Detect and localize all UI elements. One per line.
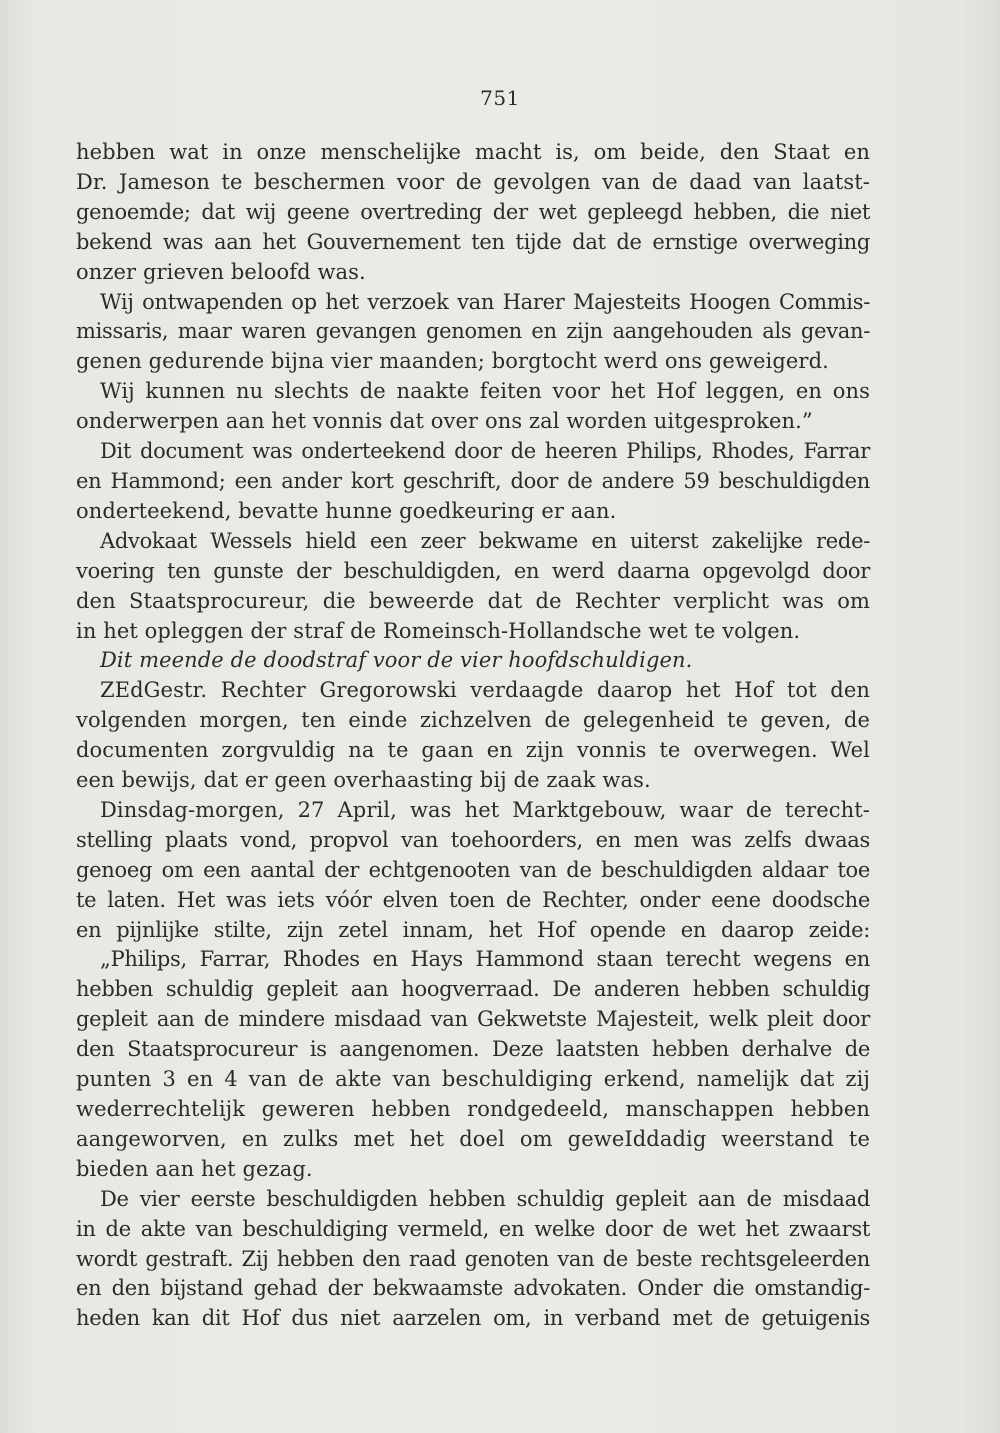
text-line: den Staatsprocureur is aangenomen. Deze laatsten hebben derhalve de	[76, 1037, 870, 1062]
text-line: onderteekend, bevatte hunne goedkeuring er aan.	[76, 498, 617, 523]
text-line: Advokaat Wessels hield een zeer bekwame en uiterst zakelijke rede-	[100, 528, 870, 553]
text-line: voering ten gunste der beschuldigden, en werd daarna opgevolgd door	[76, 558, 870, 583]
text-line: genoemde; dat wij geene overtreding der wet gepleegd hebben, die niet	[76, 199, 870, 224]
text-line: hebben wat in onze menschelijke macht is, om beide, den Staat en	[76, 140, 870, 164]
text-line: Wij kunnen nu slechts de naakte feiten voor het Hof leggen, en ons	[100, 379, 870, 404]
text-line: gepleit aan de mindere misdaad van Gekwetste Majesteit, welk pleit door	[76, 1007, 870, 1032]
text-line: „Philips, Farrar, Rhodes en Hays Hammond staan terecht wegens en	[100, 947, 870, 972]
text-line: Dr. Jameson te beschermen voor de gevolgen van de daad van laatst-	[76, 169, 870, 194]
text-line: stelling plaats vond, propvol van toehoorders, en men was zelfs dwaas	[76, 827, 870, 852]
page-number: 751	[480, 86, 520, 110]
text-line: genoeg om een aantal der echtgenooten van de beschuldigden aldaar toe	[76, 857, 870, 882]
text-line: en Hammond; een ander kort geschrift, door de andere 59 beschuldigden	[76, 468, 870, 493]
text-line: den Staatsprocureur, die beweerde dat de Rechter verplicht was om	[76, 588, 870, 613]
text-line: Wij ontwapenden op het verzoek van Harer Majesteits Hoogen Commis-	[100, 289, 870, 314]
text-line: De vier eerste beschuldigden hebben schuldig gepleit aan de misdaad	[100, 1186, 870, 1211]
text-line: een bewijs, dat er geen overhaasting bij de zaak was.	[76, 768, 651, 793]
text-line: en den bijstand gehad der bekwaamste advokaten. Onder die omstandig-	[76, 1276, 870, 1301]
text-line: missaris, maar waren gevangen genomen en zijn aangehouden als gevan-	[76, 319, 870, 344]
text-line: volgenden morgen, ten einde zichzelven de gelegenheid te geven, de	[76, 708, 870, 733]
text-line: aangeworven, en zulks met het doel om geweIddadig weerstand te	[76, 1126, 870, 1151]
text-line: genen gedurende bijna vier maanden; borgtocht werd ons geweigerd.	[76, 349, 829, 374]
text-line: Dit document was onderteekend door de heeren Philips, Rhodes, Farrar	[100, 439, 870, 464]
text-line: in het opleggen der straf de Romeinsch-Hollandsche wet te volgen.	[76, 618, 801, 643]
body-text	[76, 138, 870, 1334]
text-line: in de akte van beschuldiging vermeld, en welke door de wet het zwaarst	[76, 1216, 870, 1241]
text-line: te laten. Het was iets vóór elven toen de Rechter, onder eene doodsche	[76, 887, 870, 912]
text-line: onderwerpen aan het vonnis dat over ons zal worden uitgesproken.”	[76, 409, 813, 434]
text-line: ZEdGestr. Rechter Gregorowski verdaagde daarop het Hof tot den	[100, 678, 870, 703]
text-line: bieden aan het gezag.	[76, 1156, 313, 1181]
text-line: Dinsdag-morgen, 27 April, was het Marktgebouw, waar de terecht-	[100, 797, 870, 822]
text-line: heden kan dit Hof dus niet aarzelen om, in verband met de getuigenis	[76, 1306, 870, 1331]
text-line: bekend was aan het Gouvernement ten tijde dat de ernstige overweging	[76, 229, 870, 254]
text-line: Dit meende de doodstraf voor de vier hoofdschuldigen.	[100, 648, 693, 673]
text-line: wordt gestraft. Zij hebben den raad genoten van de beste rechtsgeleerden	[76, 1246, 870, 1271]
text-line: documenten zorgvuldig na te gaan en zijn vonnis te overwegen. Wel	[76, 738, 870, 763]
text-line: en pijnlijke stilte, zijn zetel innam, het Hof opende en daarop zeide:	[76, 917, 870, 942]
text-line: wederrechtelijk geweren hebben rondgedeeld, manschappen hebben	[76, 1097, 870, 1121]
text-line: onzer grieven beloofd was.	[76, 259, 366, 284]
text-line: punten 3 en 4 van de akte van beschuldiging erkend, namelijk dat zij	[76, 1067, 870, 1092]
text-line: hebben schuldig gepleit aan hoogverraad. De anderen hebben schuldig	[76, 977, 870, 1002]
